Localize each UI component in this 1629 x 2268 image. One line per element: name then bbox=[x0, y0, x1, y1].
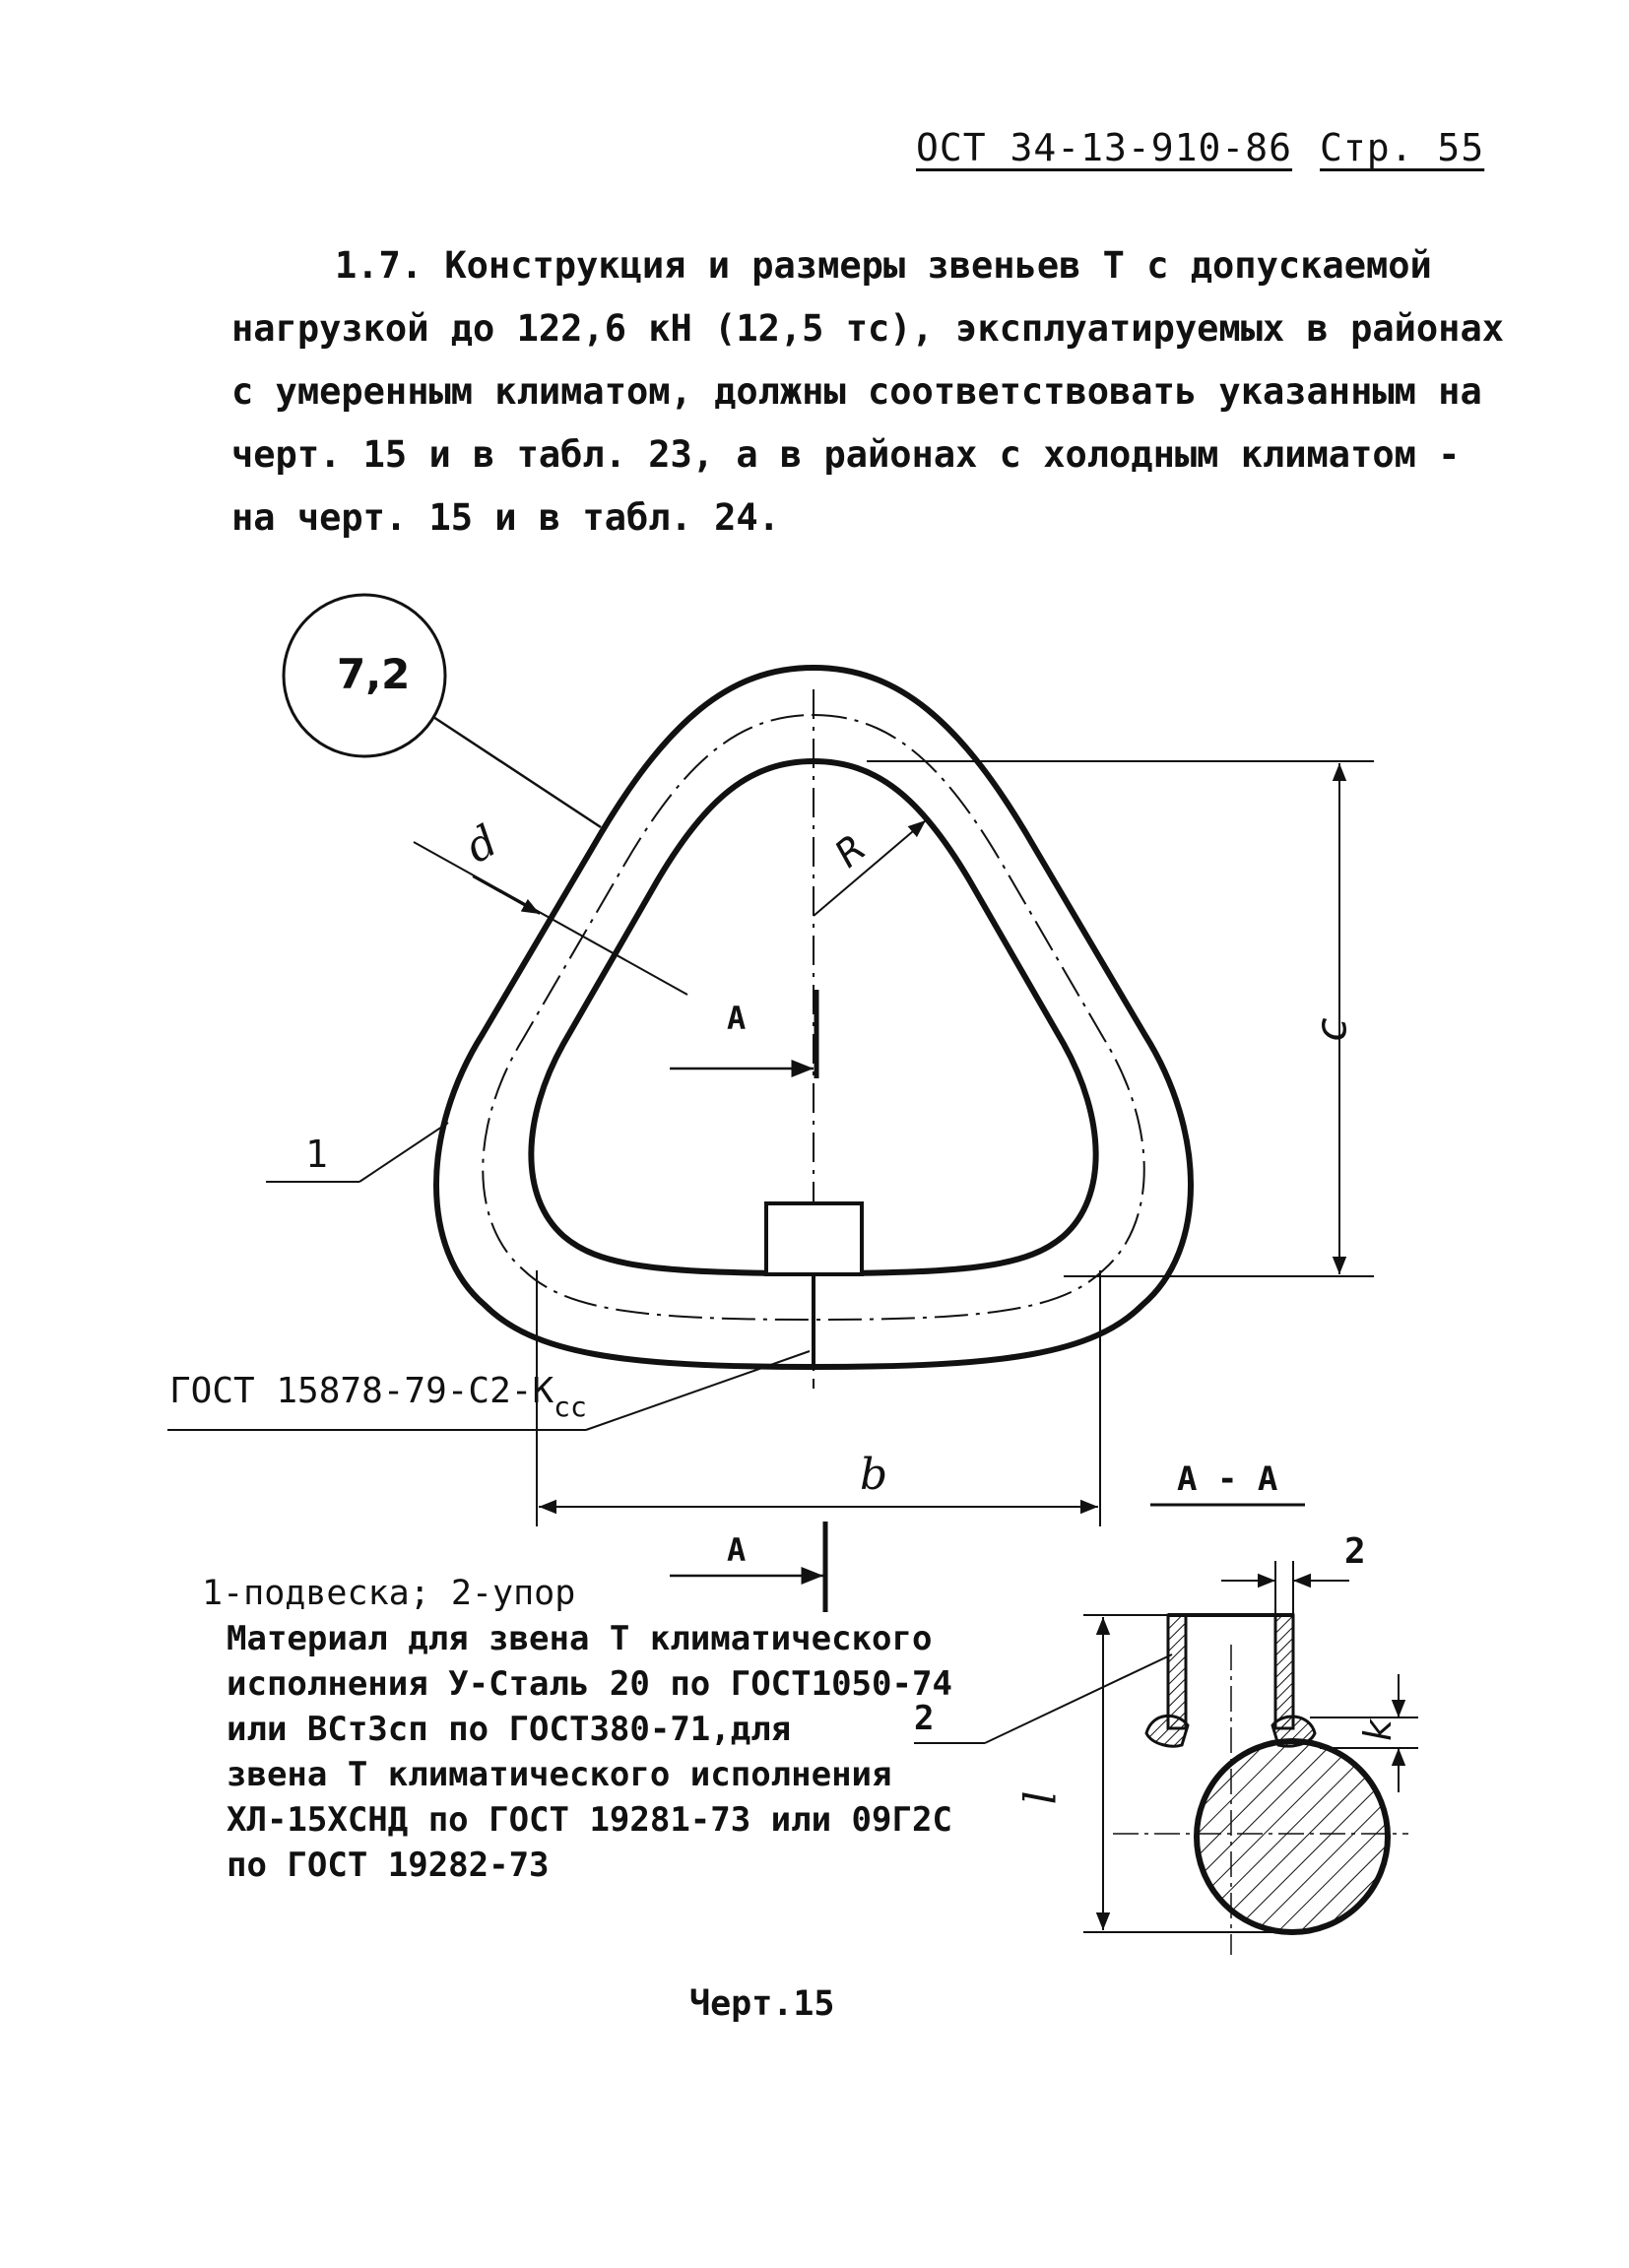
section-part-2-label: 2 bbox=[914, 1699, 935, 1738]
paragraph-line: с умеренным климатом, должны соответствовать указанным на bbox=[231, 370, 1482, 413]
material-line: звена Т климатического исполнения bbox=[227, 1755, 892, 1794]
section-mark-top-label: А bbox=[727, 1000, 747, 1037]
dim-R-line bbox=[814, 820, 926, 916]
weld-bead-right bbox=[1272, 1717, 1315, 1746]
paragraph-line: на черт. 15 и в табл. 24. bbox=[231, 496, 780, 539]
material-line: ХЛ-15ХСНД по ГОСТ 19281-73 или 09Г2С bbox=[227, 1800, 952, 1840]
dim-d-line bbox=[414, 842, 687, 995]
paragraph-line: 1.7. Конструкция и размеры звеньев Т с допускаемой bbox=[335, 244, 1432, 287]
dim-c-label: c bbox=[1306, 1017, 1357, 1042]
page-number: Стр. 55 bbox=[1320, 126, 1485, 169]
paragraph-line: нагрузкой до 122,6 кН (12,5 тс), эксплуатируемых в районах bbox=[231, 307, 1505, 350]
dim-b-label: b bbox=[860, 1450, 888, 1500]
dim-d-label: d bbox=[457, 815, 507, 874]
section-dim-l-label: l bbox=[1015, 1790, 1067, 1805]
material-line: исполнения У-Сталь 20 по ГОСТ1050-74 bbox=[227, 1664, 952, 1704]
callout-label: 7,2 bbox=[337, 650, 411, 698]
section-dim-2-label: 2 bbox=[1344, 1531, 1366, 1572]
part-1-label: 1 bbox=[305, 1133, 328, 1176]
material-line: по ГОСТ 19282-73 bbox=[227, 1846, 550, 1885]
stop-wall-right bbox=[1275, 1615, 1293, 1728]
material-line: или ВСт3сп по ГОСТ380-71,для bbox=[227, 1710, 792, 1749]
section-mark-bottom-label: А bbox=[727, 1531, 747, 1569]
section-dim-k-label: k bbox=[1356, 1718, 1401, 1742]
section-circle bbox=[1197, 1741, 1388, 1932]
document-code: ОСТ 34-13-910-86 bbox=[916, 126, 1293, 169]
material-line: Материал для звена Т климатического bbox=[227, 1619, 933, 1658]
stop-block bbox=[766, 1203, 862, 1274]
figure-caption: Черт.15 bbox=[689, 1984, 835, 2024]
weld-spec-main: ГОСТ 15878-79-С2-К bbox=[169, 1371, 554, 1411]
parts-legend: 1-подвеска; 2-упор bbox=[202, 1574, 576, 1613]
drawing-notes bbox=[202, 1571, 952, 1888]
callout-leader bbox=[433, 717, 601, 827]
dim-R-label: R bbox=[825, 825, 875, 876]
stop-wall-left bbox=[1168, 1615, 1186, 1728]
weld-bead-left bbox=[1146, 1716, 1188, 1746]
weld-spec-label bbox=[169, 1371, 587, 1423]
part2-leader bbox=[985, 1654, 1172, 1743]
weld-spec-subscript: сс bbox=[554, 1391, 587, 1423]
section-title: А - А bbox=[1177, 1459, 1278, 1499]
dim-d-arrow bbox=[473, 876, 540, 914]
paragraph-line: черт. 15 и в табл. 23, а в районах с холодным климатом - bbox=[231, 433, 1461, 476]
